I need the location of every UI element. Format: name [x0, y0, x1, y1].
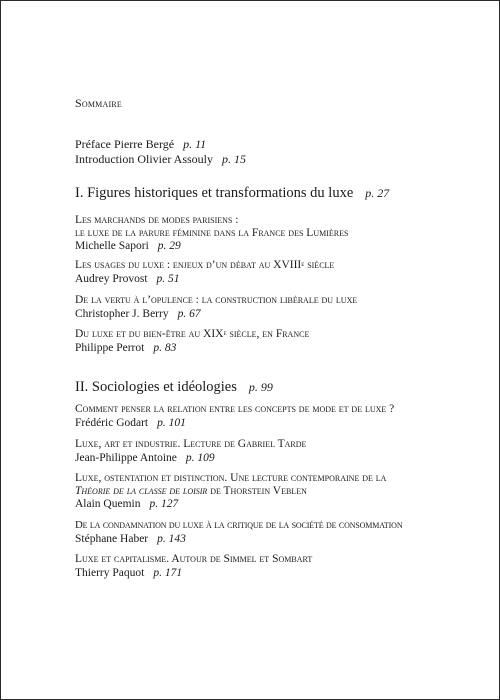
entry-title: De la condamnation du luxe à la critique de la société de consommation [75, 519, 403, 531]
entry-title: Comment penser la relation entre les concepts de mode et de luxe ? [75, 403, 395, 415]
prelim-page: p. 11 [183, 137, 207, 151]
entry-author-line [75, 341, 455, 355]
entry-author: Michelle Sapori [75, 240, 149, 252]
entry-author: Jean-Philippe Antoine [75, 451, 177, 464]
section-entries [75, 294, 455, 321]
entry-title: Du luxe et du bien-être au XIXe siècle, en France [75, 328, 310, 340]
toc-entry [75, 553, 455, 580]
entry-title: Les marchands de modes parisiens : le luxe de la parure féminine dans la France des Lumières [75, 214, 349, 239]
prelims-list [75, 137, 246, 167]
entry-page: p. 109 [185, 451, 215, 464]
toc-entry [75, 294, 455, 321]
entry-page: p. 127 [149, 498, 179, 510]
entry-page: p. 143 [157, 532, 186, 545]
entry-author-line [75, 239, 455, 253]
entry-page: p. 101 [157, 416, 186, 429]
entry-author-line [75, 532, 455, 546]
prelim-label: Préface Pierre Bergé [75, 137, 175, 151]
section-entries [75, 403, 455, 430]
entry-author: Alain Quemin [75, 498, 141, 510]
entry-title: De la vertu à l’opulence : la construction libérale du luxe [75, 294, 358, 306]
section-heading [75, 378, 273, 396]
prelim-item [75, 152, 246, 167]
section-entries [75, 259, 455, 286]
entry-author-line [75, 272, 455, 286]
entry-title: Luxe et capitalisme. Autour de Simmel et Sombart [75, 553, 313, 565]
section-page: p. 99 [248, 380, 273, 394]
section-title: I. Figures historiques et transformations du luxe [75, 185, 354, 201]
toc-entry [75, 472, 455, 511]
section-entries [75, 214, 455, 253]
toc-entry [75, 259, 455, 286]
entry-author: Philippe Perrot [75, 341, 145, 354]
entry-author: Thierry Paquot [75, 566, 145, 579]
entry-author: Stéphane Haber [75, 532, 149, 545]
entry-page: p. 29 [157, 240, 181, 252]
prelim-item [75, 137, 246, 152]
entry-author-line [75, 416, 455, 430]
section-page: p. 27 [365, 186, 390, 200]
entry-author: Frédéric Godart [75, 416, 149, 429]
entry-title: Luxe, ostentation et distinction. Une lecture contemporaine de la Théorie de la classe de loisir de Thorstein Veblen [75, 472, 387, 497]
section-title: II. Sociologies et idéologies [75, 379, 237, 395]
toc-entry [75, 328, 455, 355]
section-entries [75, 553, 455, 580]
sommaire-heading: Sommaire [75, 96, 122, 110]
prelim-label: Introduction Olivier Assouly [75, 152, 213, 166]
entry-author-line [75, 497, 455, 511]
entry-page: p. 51 [156, 272, 180, 285]
section-entries [75, 472, 455, 511]
entry-page: p. 171 [153, 566, 183, 579]
entry-title-italic: Théorie de la classe de loisir [75, 484, 208, 497]
section-entries [75, 328, 455, 355]
entry-title: Luxe, art et industrie. Lecture de Gabriel Tarde [75, 438, 307, 450]
section-entries [75, 438, 455, 465]
entry-author-line [75, 451, 455, 465]
entry-title: Les usages du luxe : enjeux d’un débat au XVIIIe siècle [75, 259, 335, 271]
entry-author-line [75, 566, 455, 580]
entry-page: p. 83 [153, 341, 177, 354]
prelim-page: p. 15 [222, 152, 246, 166]
entry-author-line [75, 307, 455, 321]
entry-author: Christopher J. Berry [75, 307, 169, 320]
toc-entry [75, 519, 455, 546]
section-heading [75, 184, 389, 202]
section-entries [75, 519, 455, 546]
entry-page: p. 67 [177, 307, 201, 320]
toc-entry [75, 214, 455, 253]
toc-entry [75, 438, 455, 465]
entry-author: Audrey Provost [75, 272, 148, 285]
toc-entry [75, 403, 455, 430]
